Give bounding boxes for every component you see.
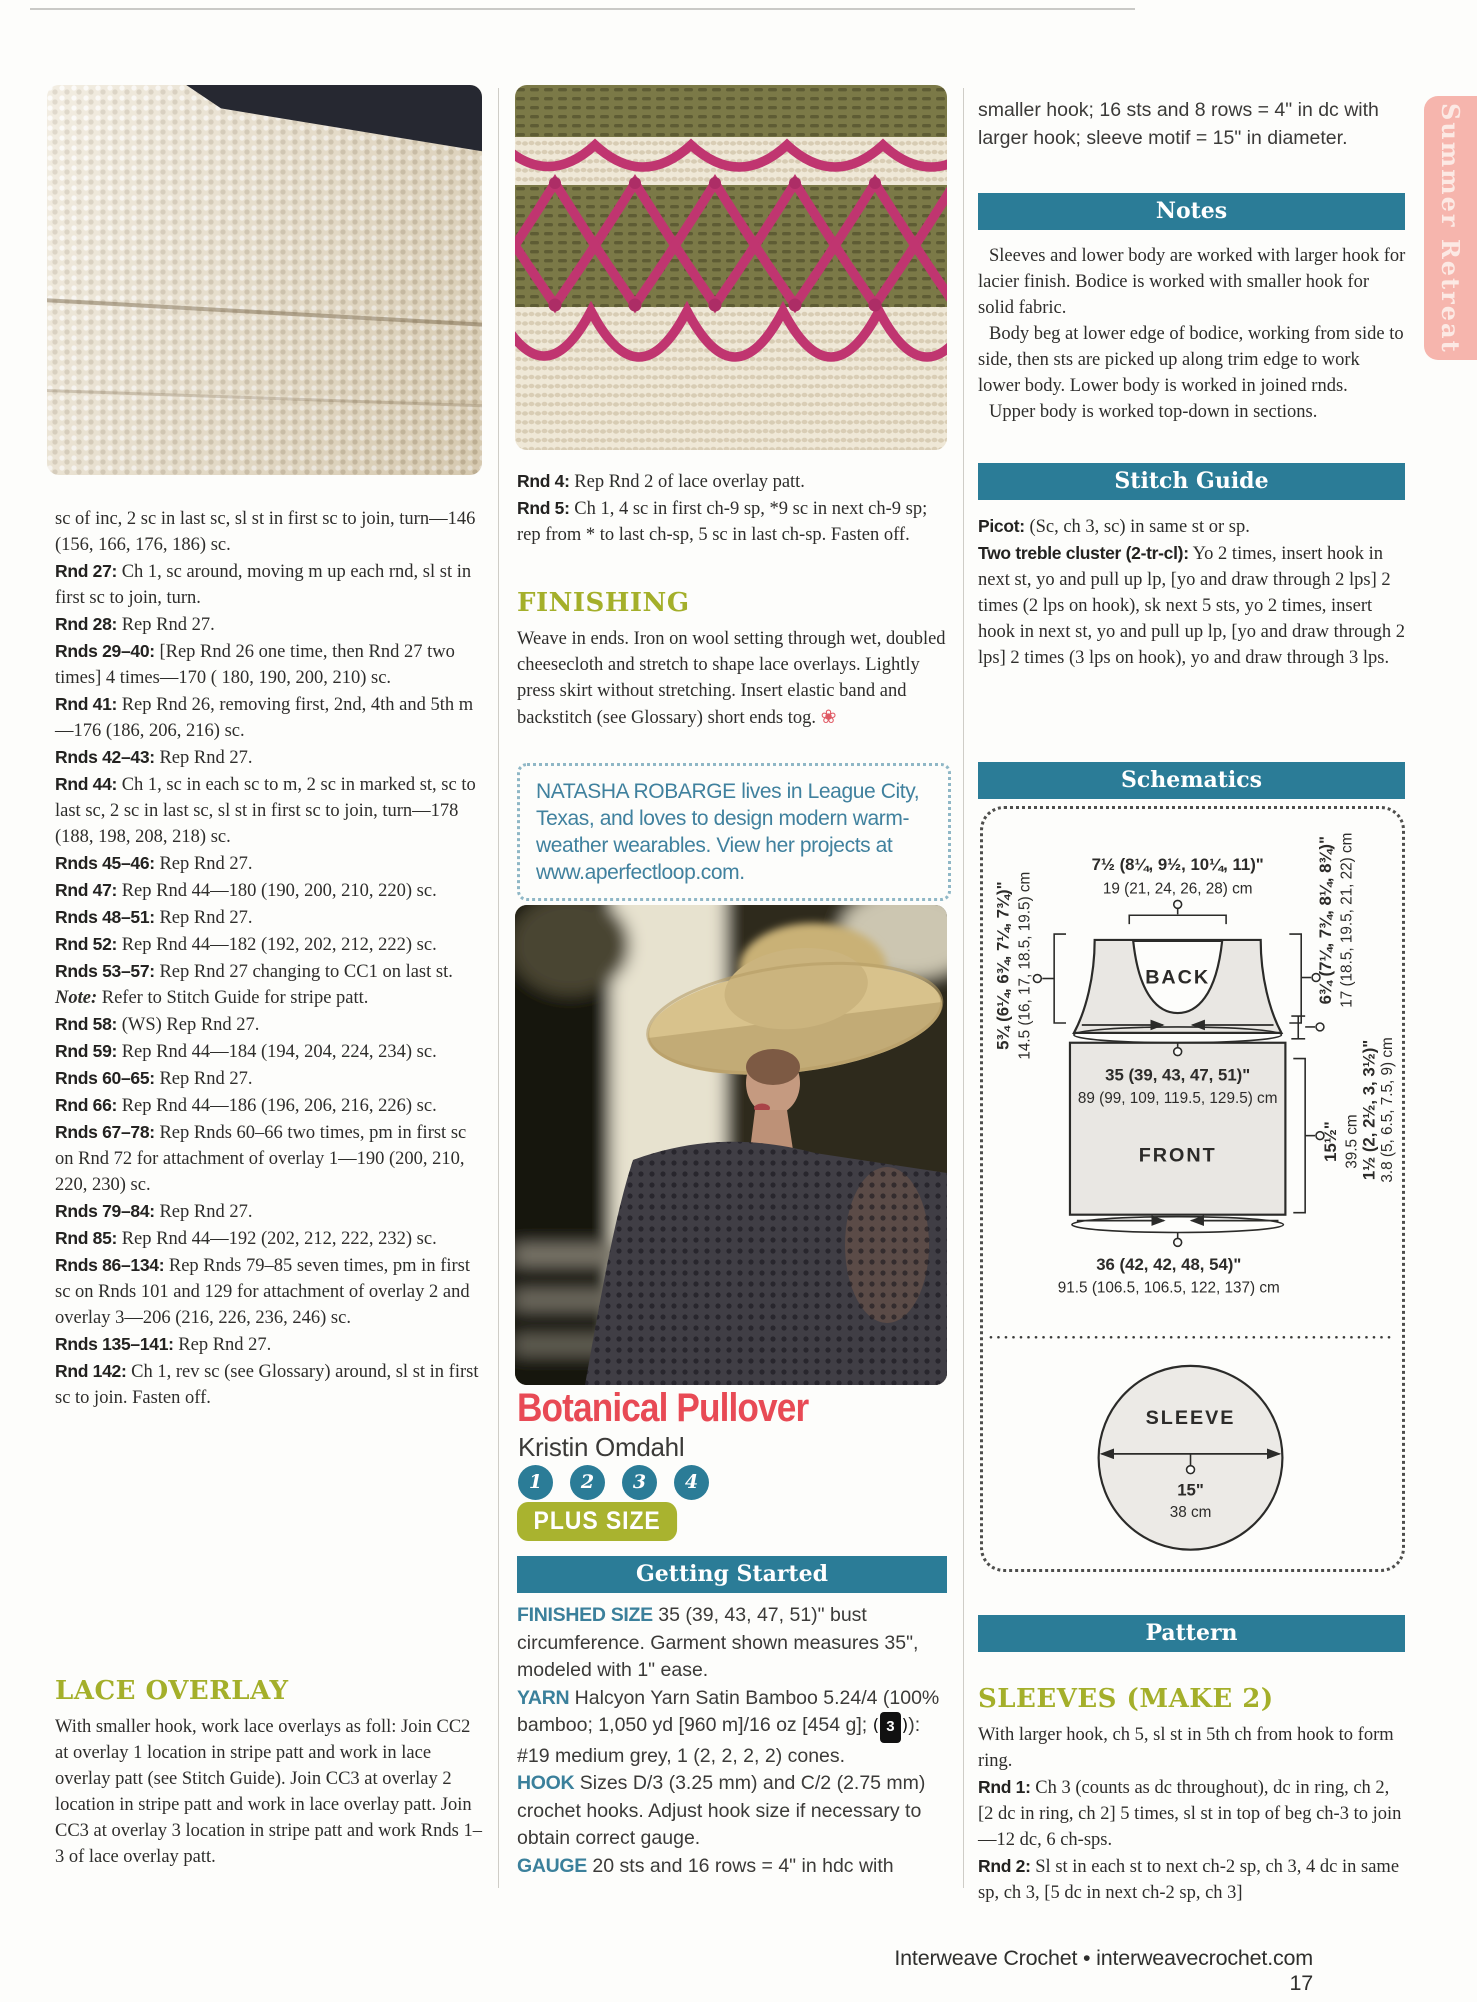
sleeve-label: SLEEVE [1145,1407,1236,1430]
designer-bio-box: NATASHA ROBARGE lives in League City, Texas, and loves to design modern warm-weather wearables. View her projects at www.aperfectloop.com. [517,763,951,901]
sleeve-diameter-in: 15" [1177,1480,1204,1500]
lace-overlay-body: With smaller hook, work lace overlays as foll: Join CC2 at overlay 1 location in stripe patt and work in lace overlay patt (see Stitch Guide). Join CC3 at overlay 2 location in stripe patt and work in lace overlay patt. Join CC3 at overlay 3 location in stripe patt and work Rnds 1–3 of lace overlay patt. [55,1717,482,1867]
cream-crochet-photo [47,85,482,475]
lattice-swatch-art [515,85,947,450]
instruction-paragraph: Rnd 4: Rep Rnd 2 of lace overlay patt. [517,471,805,492]
difficulty-dot-icon: 2 [570,1465,605,1500]
schematic-box [980,806,1405,1572]
footer-bullet: • [1083,1946,1091,1970]
notes-paragraph: Sleeves and lower body are worked with larger hook for lacier finish. Bodice is worked with smaller hook for solid fabric. [978,246,1406,318]
bodice-left-in: 5¾ (6¼, 6¾, 7¼, 7¾)" [993,881,1013,1050]
sleeve-diameter-cm: 38 cm [1169,1504,1212,1522]
instruction-paragraph: Rnds 48–51: Rep Rnd 27. [55,907,253,928]
trim-in: 1½ (2, 2½, 3, 3½)" [1359,1039,1379,1181]
instruction-paragraph: Rnds 86–134: Rep Rnds 79–85 seven times, pm in first sc on Rnds 101 and 129 for attachment of overlay 2 and overlay 3—206 (216, 226, 236, 246) sc. [55,1255,470,1328]
pattern-instructions-col1 [55,505,485,1411]
instruction-paragraph: Rnd 2: Sl st in each st to next ch-2 sp, ch 3, 4 dc in same sp, ch 3, [5 dc in next ch-2 sp, ch 3] [978,1856,1400,1903]
plus-size-badge: PLUS SIZE [517,1502,691,1541]
magazine-name: Interweave Crochet [894,1946,1078,1970]
instruction-paragraph: Rnd 44: Ch 1, sc in each sc to m, 2 sc in marked st, sc to last sc, 2 sc in last sc, sl st in first sc to join, turn—178 (188, 198, 208, 218) sc. [55,774,476,847]
magazine-url: interweavecrochet.com [1096,1946,1313,1970]
instruction-paragraph: Rnd 41: Rep Rnd 26, removing first, 2nd, 4th and 5th m—176 (186, 206, 216) sc. [55,694,474,741]
getting-started-band: Getting Started [517,1556,947,1593]
lace-overlay-heading: LACE OVERLAY [55,1676,289,1706]
schematic-diagram [983,809,1402,1569]
instruction-paragraph: Rnd 85: Rep Rnd 44—192 (202, 212, 222, 232) sc. [55,1228,437,1249]
bust-cm: 89 (99, 109, 119.5, 129.5) cm [1077,1090,1278,1108]
instruction-paragraph: Rnd 142: Ch 1, rev sc (see Glossary) around, sl st in first sc to join. Fasten off. [55,1361,479,1408]
back-neck-width-cm: 19 (21, 24, 26, 28) cm [1102,880,1253,898]
notes-band: Notes [978,193,1405,230]
notes-paragraph: Body beg at lower edge of bodice, working from side to side, then sts are picked up along trim edge to work lower body. Lower body is worked in joined rnds. [978,324,1404,396]
column-divider-1 [498,88,499,1888]
instruction-paragraph: Rnds 67–78: Rep Rnds 60–66 two times, pm in first sc on Rnd 72 for attachment of overlay 1—190 (200, 210, 220, 230) sc. [55,1122,467,1195]
notes-body [978,243,1406,425]
gauge-item: GAUGE 20 sts and 16 rows = 4" in hdc with [517,1854,894,1877]
pattern-title: Botanical Pullover [517,1386,809,1430]
instruction-paragraph: Rnds 60–65: Rep Rnd 27. [55,1068,253,1089]
schematics-band: Schematics [978,762,1405,799]
hem-cm: 91.5 (106.5, 106.5, 122, 137) cm [1057,1279,1280,1297]
instruction-paragraph: Rnd 59: Rep Rnd 44—184 (194, 204, 224, 234) sc. [55,1041,437,1062]
hem-in: 36 (42, 42, 48, 54)" [1096,1255,1242,1275]
back-label: BACK [1145,966,1211,989]
length-in: 15½" [1320,1121,1340,1162]
instruction-paragraph: sc of inc, 2 sc in last sc, sl st in first sc to join, turn—146 (156, 166, 176, 186) sc. [55,509,476,555]
sleeves-intro: With larger hook, ch 5, sl st in 5th ch from hook to form ring. [978,1725,1394,1771]
difficulty-rating [518,1465,709,1500]
instruction-paragraph: Rnd 52: Rep Rnd 44—182 (192, 202, 212, 222) sc. [55,934,437,955]
getting-started-body [517,1602,951,1880]
bodice-left-cm: 14.5 (16, 17, 18.5, 19.5) cm [1016,871,1034,1060]
stitch-guide-item: Picot: (Sc, ch 3, sc) in same st or sp. [978,516,1250,537]
instruction-paragraph: Rnds 79–84: Rep Rnd 27. [55,1201,253,1222]
model-photo-art [515,905,947,1385]
bust-in: 35 (39, 43, 47, 51)" [1105,1065,1251,1085]
instruction-paragraph: Rnds 42–43: Rep Rnd 27. [55,747,253,768]
sleeves-body [978,1722,1406,1906]
sleeves-heading: SLEEVES (MAKE 2) [978,1684,1274,1714]
model-photo [515,905,947,1385]
instruction-paragraph: Rnd 1: Ch 3 (counts as dc throughout), dc in ring, ch 2, [2 dc in ring, ch 2] 5 times, sl st in top of beg ch-3 to join—12 dc, 6 ch-sps. [978,1777,1402,1850]
instruction-paragraph: Rnds 53–57: Rep Rnd 27 changing to CC1 on last st. Note: Refer to Stitch Guide for stripe patt. [55,961,453,1008]
bodice-right-cm: 17 (18.5, 19.5, 21, 22) cm [1338,832,1356,1008]
instruction-paragraph: Rnds 135–141: Rep Rnd 27. [55,1334,272,1355]
instruction-paragraph: Rnd 28: Rep Rnd 27. [55,614,215,635]
instruction-paragraph: Rnd 58: (WS) Rep Rnd 27. [55,1014,260,1035]
back-neck-width-in: 7½ (8¼, 9½, 10¼, 11)" [1091,854,1264,874]
photo-background-corner [47,85,482,475]
page-footer [880,1946,1313,1996]
pattern-band: Pattern [978,1615,1405,1652]
instruction-paragraph: Rnd 66: Rep Rnd 44—186 (196, 206, 216, 226) sc. [55,1095,437,1116]
stitch-guide-item: Two treble cluster (2-tr-cl): Yo 2 times, insert hook in next st, yo and pull up lp, [yo and draw through 2 lps] 2 times (2 lps on hook), sk next 5 sts, yo 2 times, insert hook in next st, yo and pull up lp, [yo and draw through 2 lps] 2 times (3 lps on hook), yo and draw through 3 lps. [978,543,1405,668]
hook-item: HOOK Sizes D/3 (3.25 mm) and C/2 (2.75 mm) crochet hooks. Adjust hook size if necessary to obtain correct gauge. [517,1772,926,1849]
top-rule [30,8,1135,10]
length-cm: 39.5 cm [1343,1114,1361,1169]
finishing-body: Weave in ends. Iron on wool setting through wet, doubled cheesecloth and stretch to shape lace overlays. Lightly press skirt without stretching. Insert elastic band and backstitch (see Glossary) short ends tog. ❀ [517,629,946,728]
stitch-guide-band: Stitch Guide [978,463,1405,500]
column-divider-2 [963,88,964,1888]
difficulty-dot-icon: 3 [622,1465,657,1500]
section-tab-label: Summer Retreat [1436,102,1465,354]
notes-paragraph: Upper body is worked top-down in sections. [989,402,1318,422]
designer-name: Kristin Omdahl [518,1432,685,1462]
bodice-right-in: 6¾ (7¼, 7¾, 8¼, 8¾)" [1315,835,1335,1005]
gauge-continued: smaller hook; 16 sts and 8 rows = 4" in dc with larger hook; sleeve motif = 15" in diameter. [978,99,1379,149]
instruction-paragraph: Rnd 27: Ch 1, sc around, moving m up each rnd, sl st in first sc to join, turn. [55,561,472,608]
flower-icon: ❀ [820,706,837,728]
front-label: FRONT [1138,1144,1217,1167]
instruction-paragraph: Rnds 29–40: [Rep Rnd 26 one time, then Rnd 27 two times] 4 times—170 ( 180, 190, 200, 210) sc. [55,641,455,688]
instruction-paragraph: Rnd 5: Ch 1, 4 sc in first ch-9 sp, *9 sc in next ch-9 sp; rep from * to last ch-sp, 5 sc in last ch-sp. Fasten off. [517,498,928,545]
page-number: 17 [1289,1971,1313,1995]
pattern-instructions-col2 [517,468,947,548]
stitch-guide-body [978,513,1406,671]
instruction-paragraph: Rnd 47: Rep Rnd 44—180 (190, 200, 210, 220) sc. [55,880,437,901]
trim-cm: 3.8 (5, 6.5, 7.5, 9) cm [1379,1037,1397,1183]
instruction-paragraph: Rnds 45–46: Rep Rnd 27. [55,853,253,874]
difficulty-dot-icon: 1 [518,1465,553,1500]
yarn-item: YARN Halcyon Yarn Satin Bamboo 5.24/4 (100% bamboo; 1,050 yd [960 m]/16 oz [454 g]; ( 3 )): #19 medium grey, 1 (2, 2, 2, 2) cones. [517,1686,940,1767]
difficulty-dot-icon: 4 [674,1465,709,1500]
finished-size-item: FINISHED SIZE 35 (39, 43, 47, 51)" bust circumference. Garment shown measures 35", modeled with 1" ease. [517,1604,919,1681]
lattice-swatch-photo [515,85,947,450]
section-tab [1424,96,1477,360]
finishing-heading: FINISHING [517,588,690,618]
yarn-weight-icon: ( 3 ) [873,1712,909,1743]
